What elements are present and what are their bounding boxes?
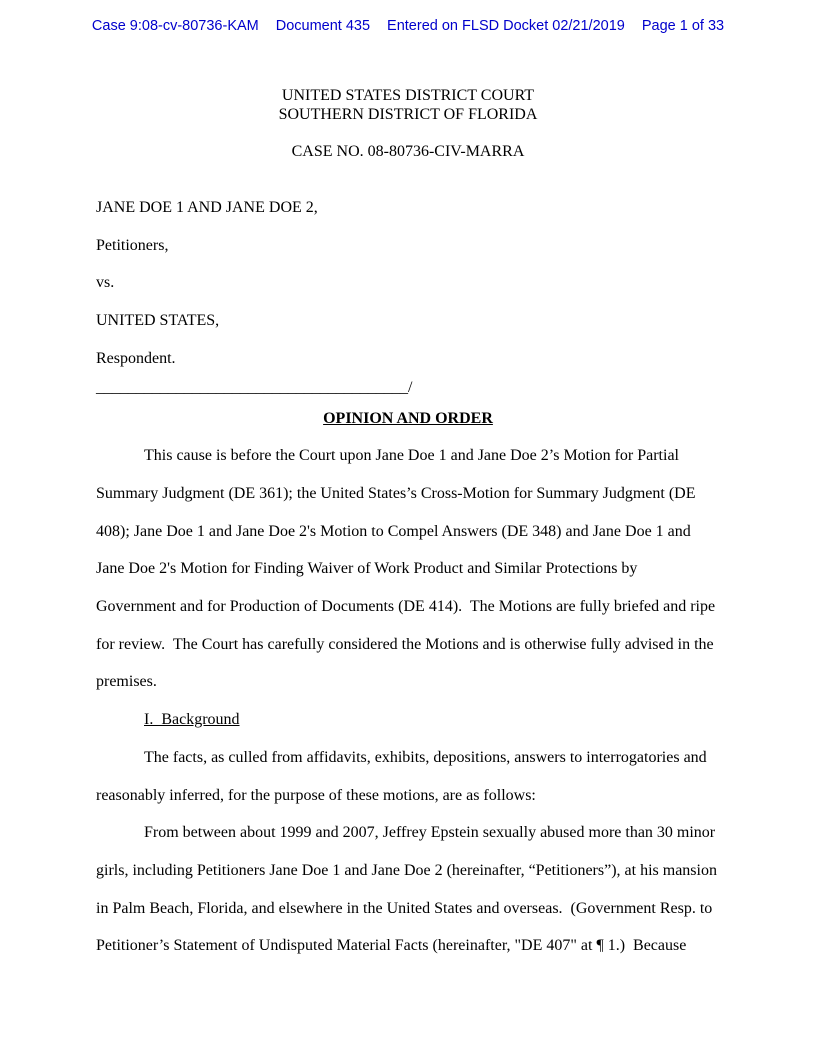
section-heading-background <box>96 701 720 739</box>
case-number: CASE NO. 08-80736-CIV-MARRA <box>291 143 525 160</box>
case-caption <box>96 189 720 398</box>
docket-case-number: Case 9:08-cv-80736-KAM <box>91 18 259 34</box>
caption-separator-line: _______________________________________/ <box>96 378 413 396</box>
court-heading <box>96 86 720 124</box>
caption-respondent-name: UNITED STATES, <box>96 312 220 330</box>
court-name-line1: UNITED STATES DISTRICT COURT <box>281 87 535 104</box>
caption-respondent-role: Respondent. <box>96 349 176 367</box>
docket-entered-date: Entered on FLSD Docket 02/21/2019 <box>387 18 625 34</box>
caption-petitioners-role: Petitioners, <box>96 236 169 254</box>
body-paragraph-2: The facts, as culled from affidavits, exhibits, depositions, answers to interrogatories and reasonably inferred, for the purpose of these motions, are as follows: <box>96 748 711 804</box>
document-content <box>96 86 720 965</box>
section-heading-label: I. Background <box>144 711 240 729</box>
body-paragraph-1: This cause is before the Court upon Jane Doe 1 and Jane Doe 2’s Motion for Partial Summary Judgment (DE 361); the United States’s Cross-Motion for Summary Judgment (DE 408); Jane Doe 1 and Jane Doe 2's Motion to Compel Answers (DE 348) and Jane Doe 1 and Jane Doe 2's Motion for Finding Waiver of Work Product and Similar Protections by Government and for Production of Documents (DE 414). The Motions are fully briefed and ripe for review. The Court has carefully considered the Motions and is otherwise fully advised in the premises. <box>96 447 720 691</box>
caption-versus: vs. <box>96 274 115 292</box>
docket-document-number: Document 435 <box>275 18 371 34</box>
body-paragraph-3: From between about 1999 and 2007, Jeffrey Epstein sexually abused more than 30 minor girls, including Petitioners Jane Doe 1 and Jane Doe 2 (hereinafter, “Petitioners”), at his mansion in Palm Beach, Florida, and elsewhere in the United States and overseas. (Government Resp. to Petitioner’s Statement of Undisputed Material Facts (hereinafter, "DE 407" at ¶ 1.) Because <box>96 824 721 955</box>
docket-page-indicator: Page 1 of 33 <box>641 18 725 34</box>
docket-stamp <box>0 18 816 34</box>
court-name-line2: SOUTHERN DISTRICT OF FLORIDA <box>278 106 538 123</box>
order-title: OPINION AND ORDER <box>323 409 493 427</box>
caption-petitioners-names: JANE DOE 1 AND JANE DOE 2, <box>96 199 318 216</box>
